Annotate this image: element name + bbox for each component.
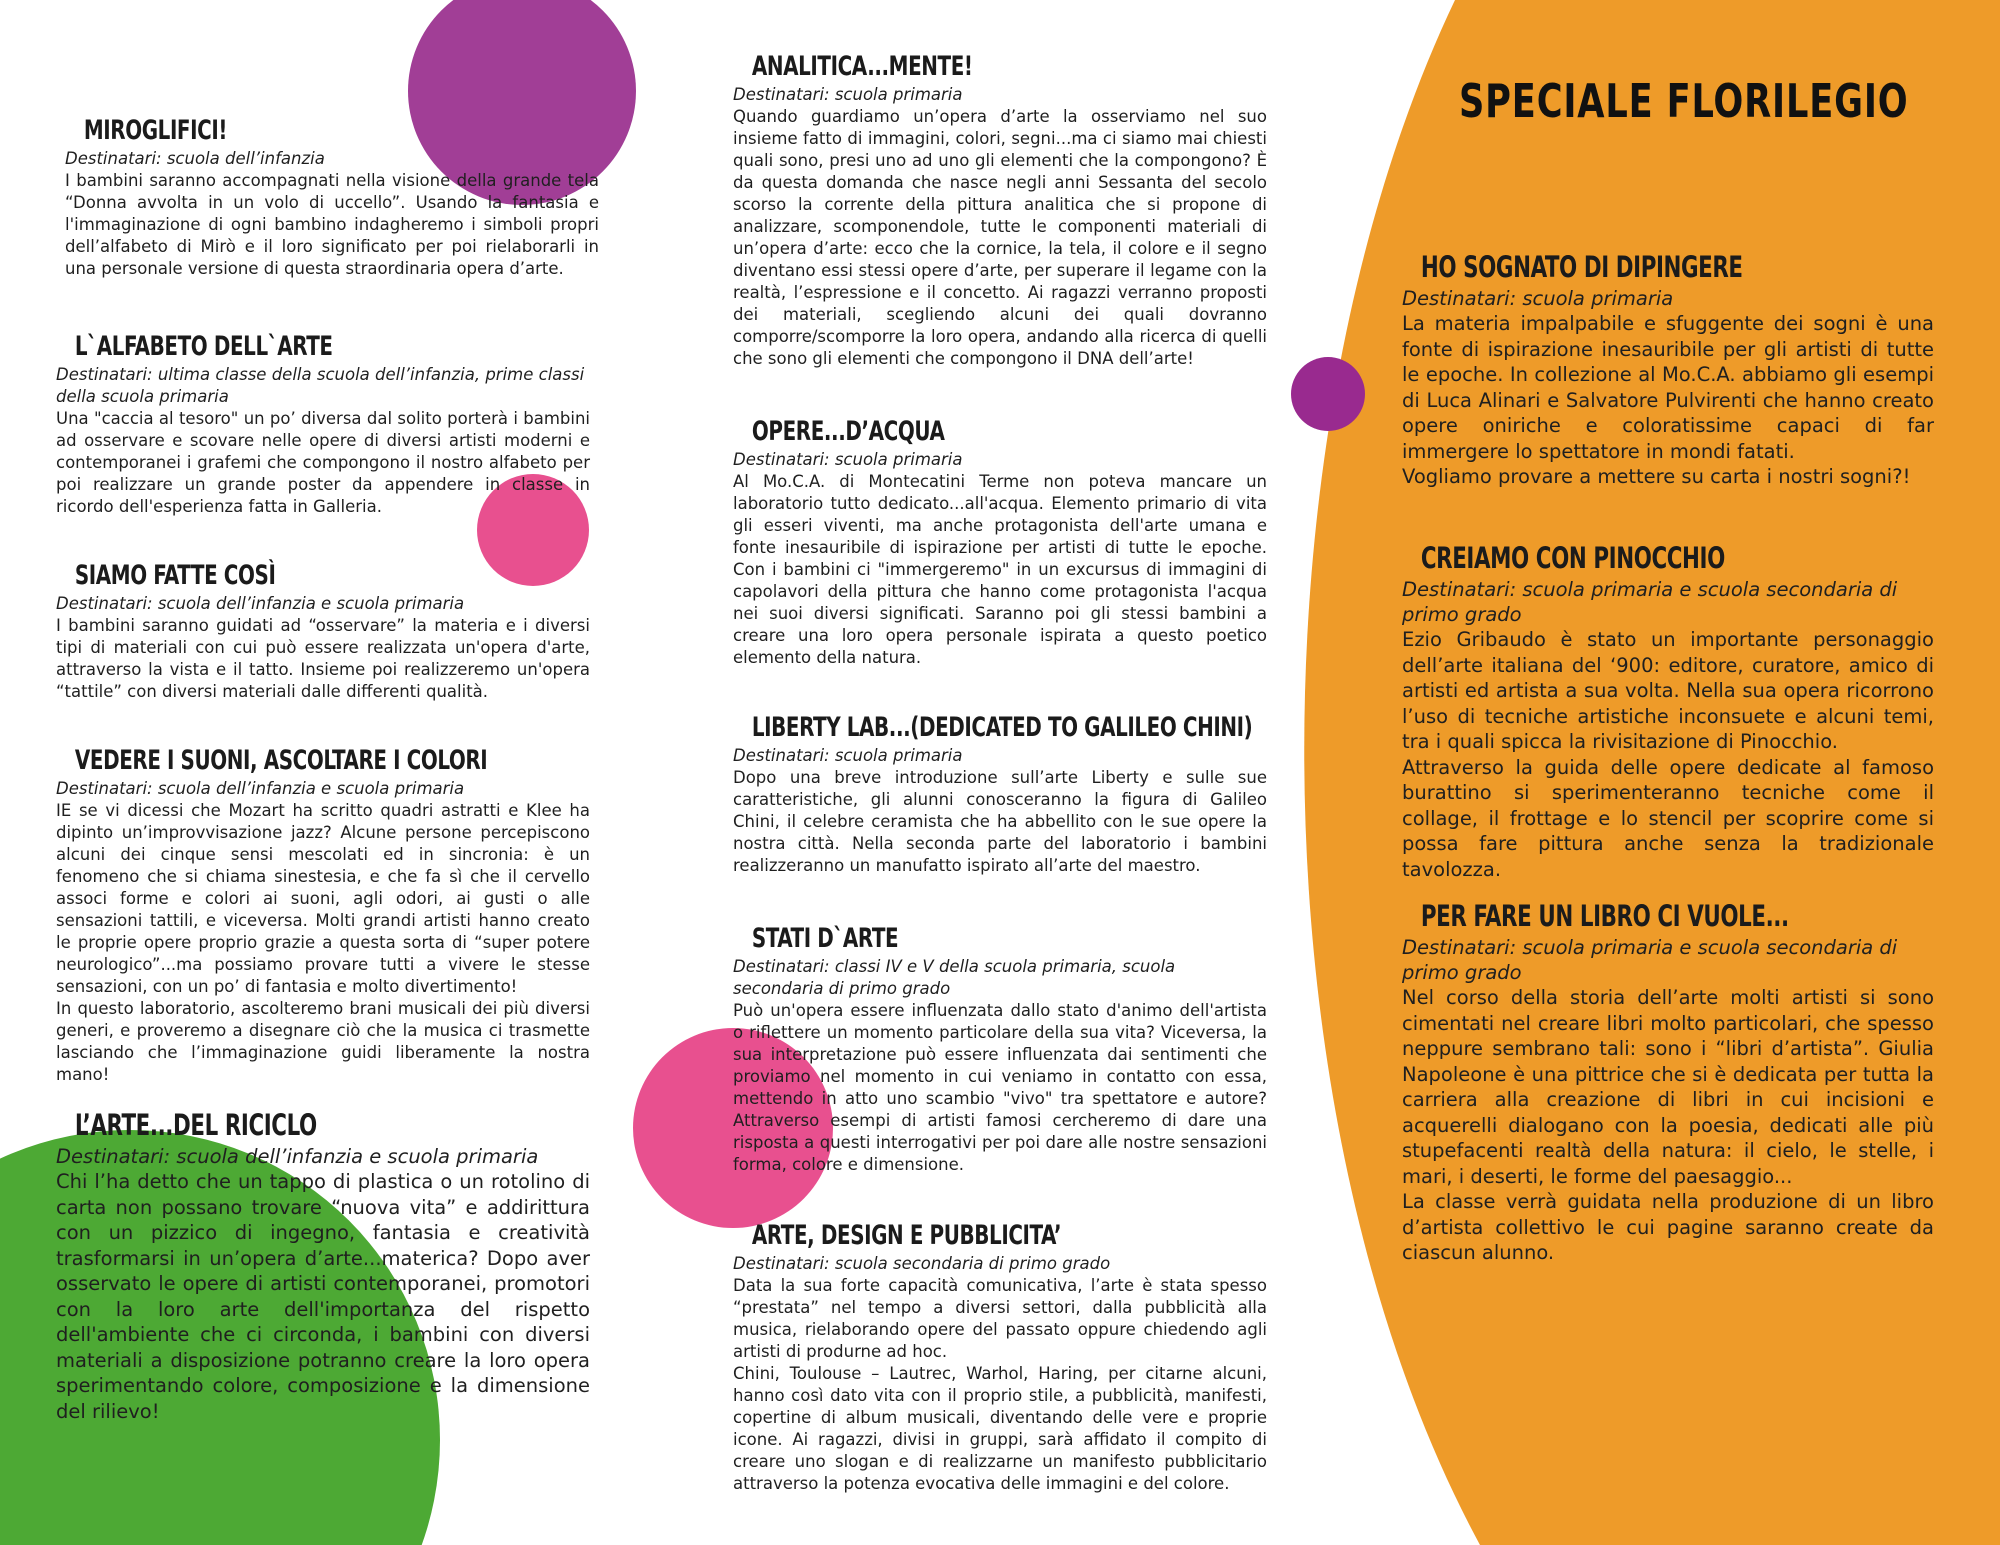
- section-paragraph: IE se vi dicessi che Mozart ha scritto quadri astratti e Klee ha dipinto un’improvvisazione jazz? Alcune persone percepiscono alcuni dei cinque sensi mescolati ed in sincronia: è un fenomeno che si chiama sinestesia, e che fa sì che il cervello associ forme e colori ai suoni, agli odori, ai gusti o alle sensazioni tattili, e viceversa. Molti grandi artisti hanno creato le proprie opere proprio grazie a questa sorta di “super potere neurologico”...ma possiamo provare tutti a vivere le stesse sensazioni, con un po’ di fantasia e molto divertimento!: [56, 801, 590, 996]
- section-liberty-lab: [733, 711, 1267, 877]
- section-body: [1402, 985, 1934, 1266]
- section-siamo-fatte-cosi: [56, 559, 590, 703]
- section-vedere-i-suoni: [56, 744, 590, 1086]
- section-title: STATI D`ARTE: [751, 923, 899, 954]
- section-title: VEDERE I SUONI, ASCOLTARE I COLORI: [74, 745, 488, 776]
- section-analitica-mente: [733, 50, 1267, 370]
- section-body: [56, 800, 590, 1086]
- section-body: [733, 106, 1267, 370]
- section-paragraph: Data la sua forte capacità comunicativa, l’arte è stata spesso “prestata” nel tempo a diversi settori, dalla pubblicità alla musica, rielaborando opere del passato oppure chiedendo agli artisti di produrne ad hoc.: [733, 1276, 1267, 1361]
- section-miroglifici: [65, 114, 599, 280]
- section-target: Destinatari: scuola primaria e scuola secondaria di primo grado: [1402, 578, 1898, 626]
- section-target: Destinatari: scuola dell’infanzia e scuola primaria: [56, 779, 465, 798]
- section-target: Destinatari: scuola primaria: [733, 85, 963, 104]
- section-target: Destinatari: scuola dell’infanzia e scuola primaria: [56, 594, 465, 613]
- section-paragraph: Può un'opera essere influenzata dallo stato d'animo dell'artista o riflettere un momento particolare della sua vita? Viceversa, la sua interpretazione può essere influenzata dai sentimenti che proviamo nel momento in cui veniamo in contatto con essa, mettendo in atto uno scambio "vivo" tra spettatore e autore? Attraverso esempi di artisti famosi cercheremo di dare una risposta a questi interrogativi per poi dare alle nostre sensazioni forma, colore e dimensione.: [733, 1001, 1267, 1174]
- section-title: ANALITICA...MENTE!: [751, 51, 973, 82]
- section-target: Destinatari: ultima classe della scuola dell’infanzia, prime classi della scuola primaria: [56, 365, 585, 406]
- section-creiamo-con-pinocchio: [1402, 539, 1934, 882]
- section-alfabeto-arte: [56, 330, 590, 518]
- section-paragraph: Al Mo.C.A. di Montecatini Terme non poteva mancare un laboratorio tutto dedicato...all'acqua. Elemento primario di vita gli esseri viventi, ma anche protagonista dell'arte umana e fonte inesauribile di ispirazione per artisti di tutte le epoche. Con i bambini ci "immergeremo" in un excursus di immagini di capolavori della pittura che hanno come protagonista l'acqua nei suoi diversi significati. Saranno poi gli stessi bambini a creare una loro opera personale ispirata a questo poetico elemento della natura.: [733, 472, 1267, 667]
- page-title: SPECIALE FLORILEGIO: [1459, 74, 1909, 128]
- section-title: SIAMO FATTE COSÌ: [74, 560, 276, 591]
- section-body: [56, 408, 590, 518]
- section-paragraph: Quando guardiamo un’opera d’arte la osserviamo nel suo insieme fatto di immagini, colori, segni...ma ci siamo mai chiesti quali sono, presi uno ad uno gli elementi che la compongono? È da questa domanda che nasce negli anni Sessanta del secolo scorso la corrente della pittura analitica che si propone di analizzare, scomponendole, tutte le componenti materiali di un’opera d’arte: ecco che la cornice, la tela, il colore e il segno diventano essi stessi opere d’arte, per superare il legame con la realtà, l’espressione e il concetto. Ai ragazzi verranno proposti dei materiali, scegliendo alcuni dei quali dovranno comporre/scomporre la loro opera, andando alla ricerca di quelli che sono gli elementi che compongono il DNA dell’arte!: [733, 107, 1267, 368]
- section-paragraph: Dopo una breve introduzione sull’arte Liberty e sulle sue caratteristiche, gli alunni conosceranno la figura di Galileo Chini, il celebre ceramista che ha abbellito con le sue opere la nostra città. Nella seconda parte del laboratorio i bambini realizzeranno un manufatto ispirato all’arte del maestro.: [733, 768, 1267, 875]
- section-body: [1402, 311, 1934, 490]
- section-body: [733, 767, 1267, 877]
- section-title: OPERE...D’ACQUA: [751, 416, 945, 447]
- section-arte-design-pubblicita: [733, 1219, 1267, 1495]
- section-paragraph: La materia impalpabile e sfuggente dei sogni è una fonte di ispirazione inesauribile per gli artisti di tutte le epoche. In collezione al Mo.C.A. abbiamo gli esempi di Luca Alinari e Salvatore Pulvirenti che hanno creato opere oniriche e coloratissime capaci di far immergere lo spettatore in mondi fatati.: [1402, 312, 1934, 463]
- section-per-fare-un-libro: [1402, 897, 1934, 1266]
- section-target: Destinatari: scuola dell’infanzia e scuola primaria: [56, 1145, 539, 1168]
- section-paragraph: I bambini saranno accompagnati nella visione della grande tela “Donna avvolta in un volo di uccello”. Usando la fantasia e l'immaginazione di ogni bambino indagheremo i simboli propri dell’alfabeto di Mirò e il loro significato per poi rielaborarli in una personale versione di questa straordinaria opera d’arte.: [65, 171, 599, 278]
- section-target: Destinatari: scuola secondaria di primo grado: [733, 1254, 1111, 1273]
- section-paragraph: Nel corso della storia dell’arte molti artisti si sono cimentati nel creare libri molto particolari, che spesso neppure sembrano tali: sono i “libri d’artista”. Giulia Napoleone è una pittrice che si è dedicata per tutta la carriera alla creazione di libri in cui incisioni e acquerelli dialogano con la poesia, dedicati alle più stupefacenti realtà della natura: il cielo, le stelle, i mari, i deserti, le forme del paesaggio...: [1402, 986, 1934, 1188]
- section-title: HO SOGNATO DI DIPINGERE: [1420, 250, 1743, 284]
- section-paragraph: Chi l’ha detto che un tappo di plastica o un rotolino di carta non possano trovare “nuova vita” e addirittura con un pizzico di ingegno, fantasia e creatività trasformarsi in un’opera d’arte...materica? Dopo aver osservato le opere di artisti contemporanei, promotori con la loro arte dell'importanza del rispetto dell'ambiente che ci circonda, i bambini con diversi materiali a disposizione potranno creare la loro opera sperimentando colore, composizione e la dimensione del rilievo!: [56, 1170, 590, 1423]
- section-title: L’ARTE...DEL RICICLO: [74, 1108, 317, 1142]
- section-paragraph: In questo laboratorio, ascolteremo brani musicali dei più diversi generi, e proveremo a disegnare ciò che la musica ci trasmette lasciando che l’immaginazione guidi liberamente la nostra mano!: [56, 999, 590, 1084]
- section-target: Destinatari: scuola primaria: [1402, 287, 1674, 310]
- section-paragraph: Vogliamo provare a mettere su carta i nostri sogni?!: [1402, 465, 1911, 488]
- section-body: [65, 170, 599, 280]
- section-paragraph: La classe verrà guidata nella produzione di un libro d’artista collettivo le cui pagine saranno create da ciascun alunno.: [1402, 1190, 1934, 1264]
- section-paragraph: Ezio Gribaudo è stato un importante personaggio dell’arte italiana del ‘900: editore, curatore, amico di artisti ed artista a sua volta. Nella sua opera ricorrono l’uso di tecniche artistiche inconsuete e alcuni temi, tra i quali spicca la rivisitazione di Pinocchio.: [1402, 628, 1934, 753]
- section-title: L`ALFABETO DELL`ARTE: [74, 331, 333, 362]
- section-target: Destinatari: scuola primaria: [733, 746, 963, 765]
- section-body: [733, 1275, 1267, 1495]
- section-title: LIBERTY LAB...(DEDICATED TO GALILEO CHINI): [751, 712, 1253, 743]
- section-title: CREIAMO CON PINOCCHIO: [1420, 541, 1725, 575]
- section-target: Destinatari: scuola primaria: [733, 450, 963, 469]
- section-title: PER FARE UN LIBRO CI VUOLE...: [1420, 899, 1789, 933]
- section-paragraph: Chini, Toulouse – Lautrec, Warhol, Haring, per citarne alcuni, hanno così dato vita con il proprio stile, a pubblicità, manifesti, copertine di album musicali, diventando delle vere e proprie icone. Ai ragazzi, divisi in gruppi, sarà affidato il compito di creare uno slogan e di realizzarne un manifesto pubblicitario attraverso la potenza evocativa delle immagini e del colore.: [733, 1364, 1267, 1493]
- section-arte-del-riciclo: [56, 1106, 590, 1424]
- section-title: MIROGLIFICI!: [83, 115, 228, 146]
- section-body: [56, 1169, 590, 1424]
- section-stati-d-arte: [733, 922, 1267, 1176]
- section-title: ARTE, DESIGN E PUBBLICITA’: [751, 1220, 1062, 1251]
- section-body: [733, 1000, 1267, 1176]
- section-body: [1402, 627, 1934, 882]
- section-ho-sognato-di-dipingere: [1402, 248, 1934, 490]
- section-paragraph: Una "caccia al tesoro" un po’ diversa dal solito porterà i bambini ad osservare e scovare nelle opere di diversi artisti moderni e contemporanei i grafemi che compongono il nostro alfabeto per poi realizzare un grande poster da appendere in classe in ricordo dell'esperienza fatta in Galleria.: [56, 409, 590, 516]
- dark-purple-circle: [1291, 357, 1365, 431]
- section-body: [733, 471, 1267, 669]
- section-target: Destinatari: scuola dell’infanzia: [65, 149, 325, 168]
- section-paragraph: Attraverso la guida delle opere dedicate al famoso burattino si sperimenteranno tecniche come il collage, il frottage e lo stencil per scoprire come si possa fare pittura anche senza la tradizionale tavolozza.: [1402, 755, 1934, 881]
- section-target: Destinatari: scuola primaria e scuola secondaria di primo grado: [1402, 936, 1898, 984]
- section-target: Destinatari: classi IV e V della scuola primaria, scuola secondaria di primo grado: [733, 957, 1176, 998]
- section-paragraph: I bambini saranno guidati ad “osservare” la materia e i diversi tipi di materiali con cui può essere realizzata un'opera d'arte, attraverso la vista e il tatto. Insieme poi realizzeremo un'opera “tattile” con diversi materiali dalle differenti qualità.: [56, 616, 590, 701]
- section-opere-d-acqua: [733, 415, 1267, 669]
- section-body: [56, 615, 590, 703]
